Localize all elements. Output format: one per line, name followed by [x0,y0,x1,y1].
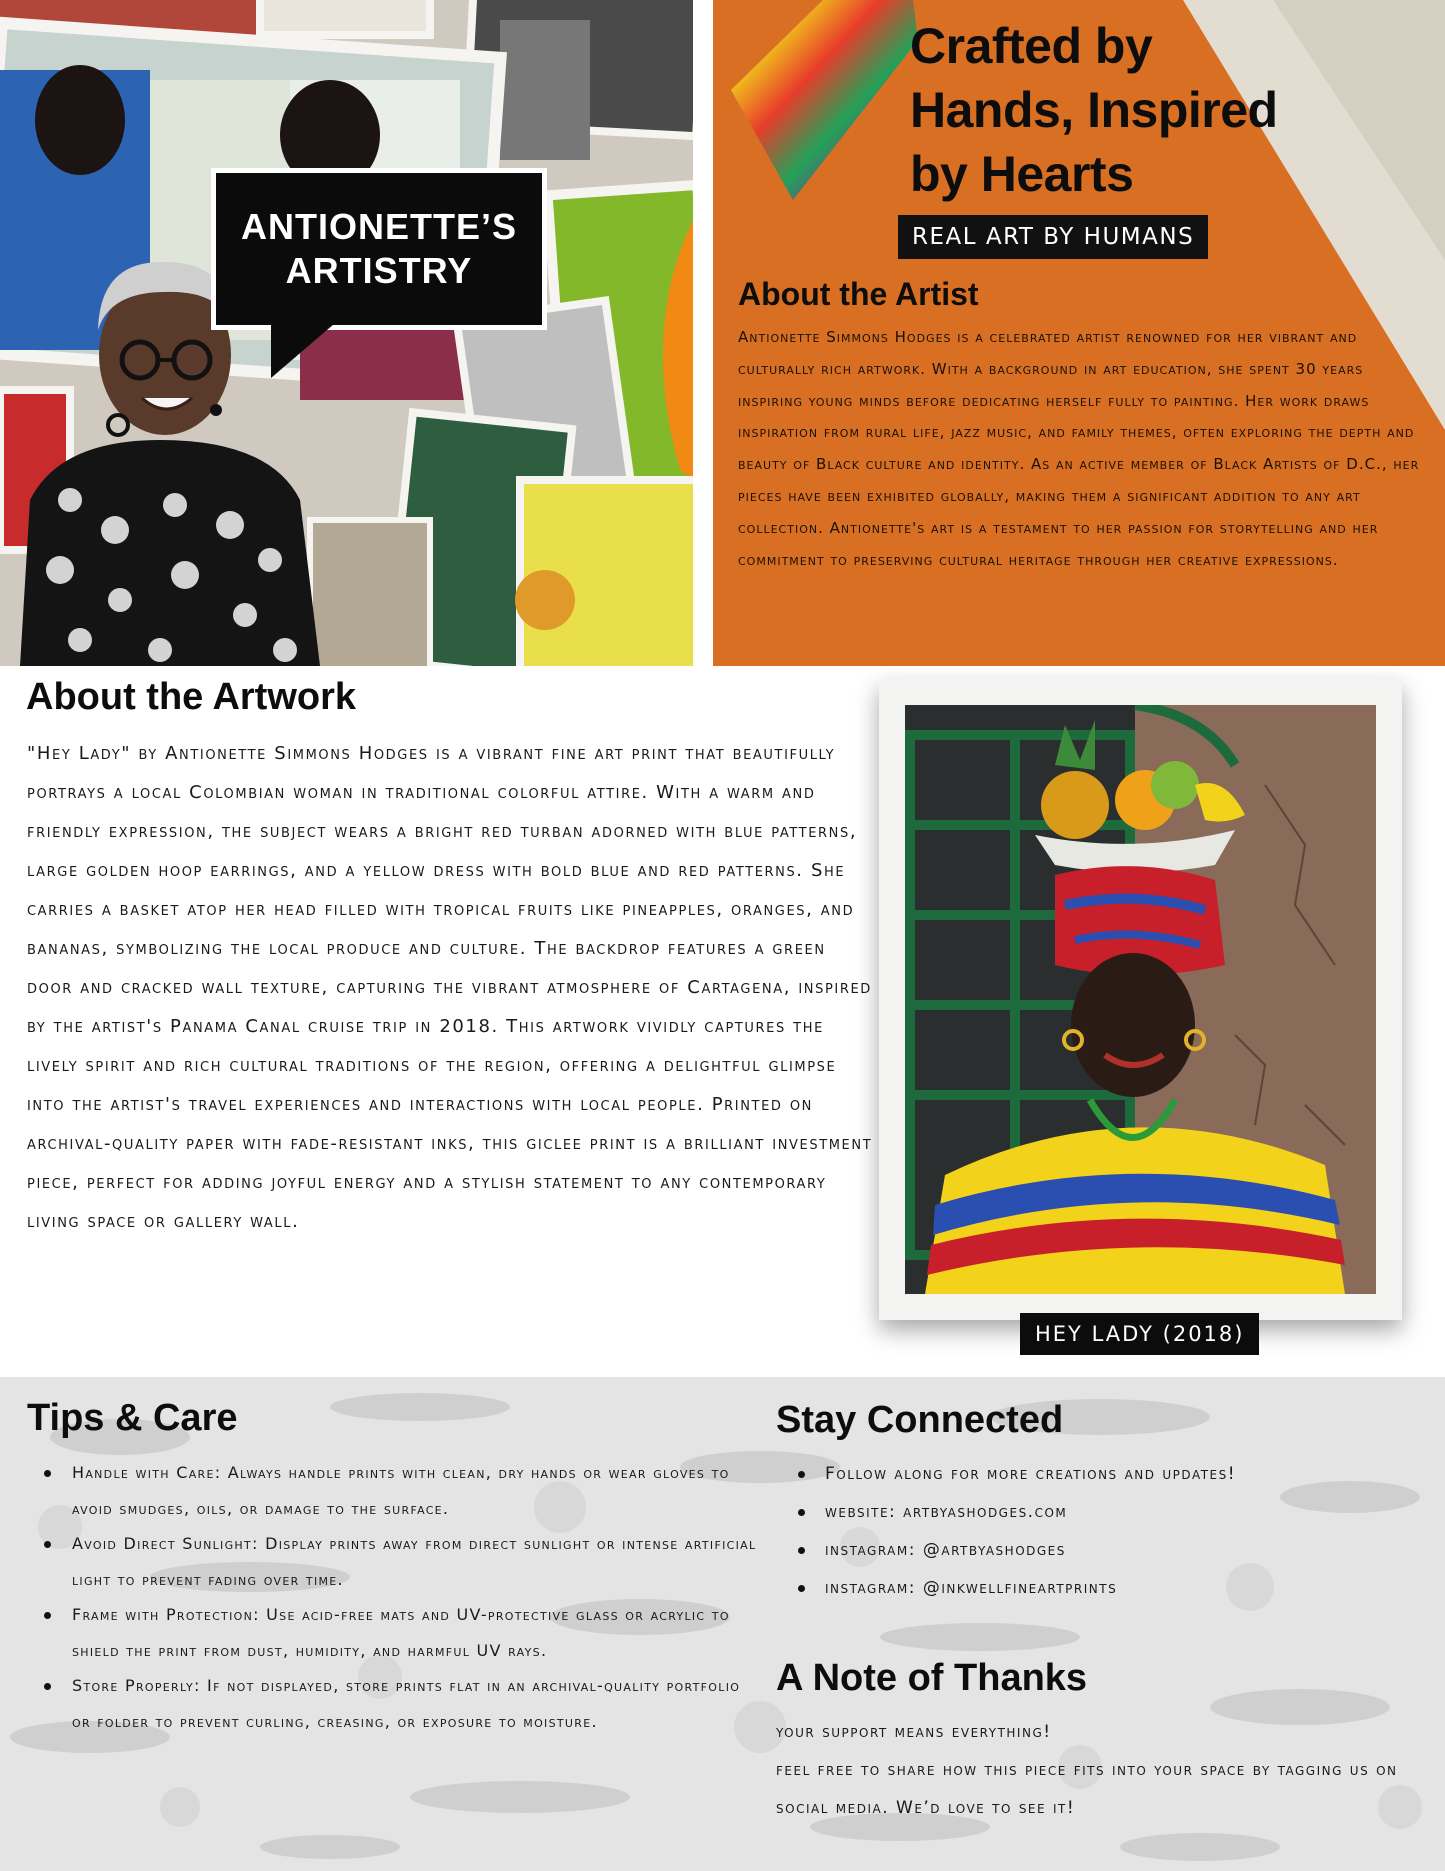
connect-follow-text: Follow along for more creations and updates! [798,1455,1418,1493]
tips-care-heading: Tips & Care [27,1397,238,1439]
real-art-tag: REAL ART BY HUMANS [898,215,1208,259]
brand-label [211,168,547,330]
brand-speech-bubble [211,168,547,368]
hey-lady-painting [905,705,1376,1294]
info-footer [0,1377,1445,1871]
hero-title-line3: by Hearts [910,146,1134,202]
brand-title-line2: ARTISTRY [285,250,473,291]
about-artwork-text: "Hey Lady" by Antionette Simmons Hodges is a vibrant fine art print that beautifully portrays a local Colombian woman in traditional colorful attire. With a warm and friendly expression, the subject wears a bright red turban adorned with blue patterns, large golden hoop earrings, and a yellow dress with bold blue and red patterns. She carries a basket atop her head filled with tropical fruits like pineapples, oranges, and bananas, symbolizing the local produce and culture. The backdrop features a green door and cracked wall texture, capturing the vibrant atmosphere of Cartagena, inspired by the artist's Panama Canal cruise trip in 2018. This artwork vividly captures the lively spirit and rich cultural traditions of the region, offering a delightful glimpse into the artist's travel experiences and interactions with local people. Printed on archival-quality paper with fade-resistant inks, this giclee print is a brilliant investment piece, perfect for adding joyful energy and a stylish statement to any contemporary living space or gallery wall. [27,743,873,1232]
about-artist-heading: About the Artist [738,276,979,312]
website-link[interactable]: website: artbyashodges.com [798,1493,1418,1531]
thanks-line-1: your support means everything! [776,1722,1052,1742]
thanks-line-2: feel free to share how this piece fits into your space by tagging us on social media. We’d love to see it! [776,1760,1398,1818]
tip-item: Frame with Protection: Use acid-free mats and UV-protective glass or acrylic to shield the print from dust, humidity, and harmful UV rays. [44,1597,764,1668]
note-of-thanks-text [776,1713,1416,1827]
hero-title-line1: Crafted by [910,18,1153,74]
artwork-caption: HEY LADY (2018) [1020,1313,1259,1355]
hero-title [910,14,1278,206]
note-of-thanks-heading: A Note of Thanks [776,1657,1088,1699]
artist-photo-collage [0,0,693,666]
instagram-link-artbyashodges[interactable]: instagram: @artbyashodges [798,1531,1418,1569]
hero-title-line2: Hands, Inspired [910,82,1278,138]
about-artist-text: Antionette Simmons Hodges is a celebrated artist renowned for her vibrant and culturally rich artwork. With a background in art education, she spent 30 years inspiring young minds before dedicating herself fully to painting. Her work draws inspiration from rural life, jazz music, and family themes, often exploring the depth and beauty of Black culture and identity. As an active member of Black Artists of D.C., her pieces have been exhibited globally, making them a significant addition to any art collection. Antionette's art is a testament to her passion for storytelling and her commitment to preserving cultural heritage through her creative expressions. [738,328,1420,569]
tip-item: Avoid Direct Sunlight: Display prints away from direct sunlight or intense artificial light to prevent fading over time. [44,1526,764,1597]
tip-item: Store Properly: If not displayed, store prints flat in an archival-quality portfolio or folder to prevent curling, creasing, or exposure to moisture. [44,1668,764,1739]
stay-connected-list [798,1455,1418,1607]
stay-connected-heading: Stay Connected [776,1399,1064,1441]
tip-item: Handle with Care: Always handle prints with clean, dry hands or wear gloves to avoid smudges, oils, or damage to the surface. [44,1455,764,1526]
artwork-print-frame [879,679,1402,1320]
about-artist-panel [713,0,1445,666]
about-artwork-heading: About the Artwork [26,676,357,718]
tips-care-list [44,1455,764,1739]
speech-bubble-tail [271,318,341,378]
brand-title-line1: ANTIONETTE’S [240,206,517,247]
instagram-link-inkwell[interactable]: instagram: @inkwellfineartprints [798,1569,1418,1607]
